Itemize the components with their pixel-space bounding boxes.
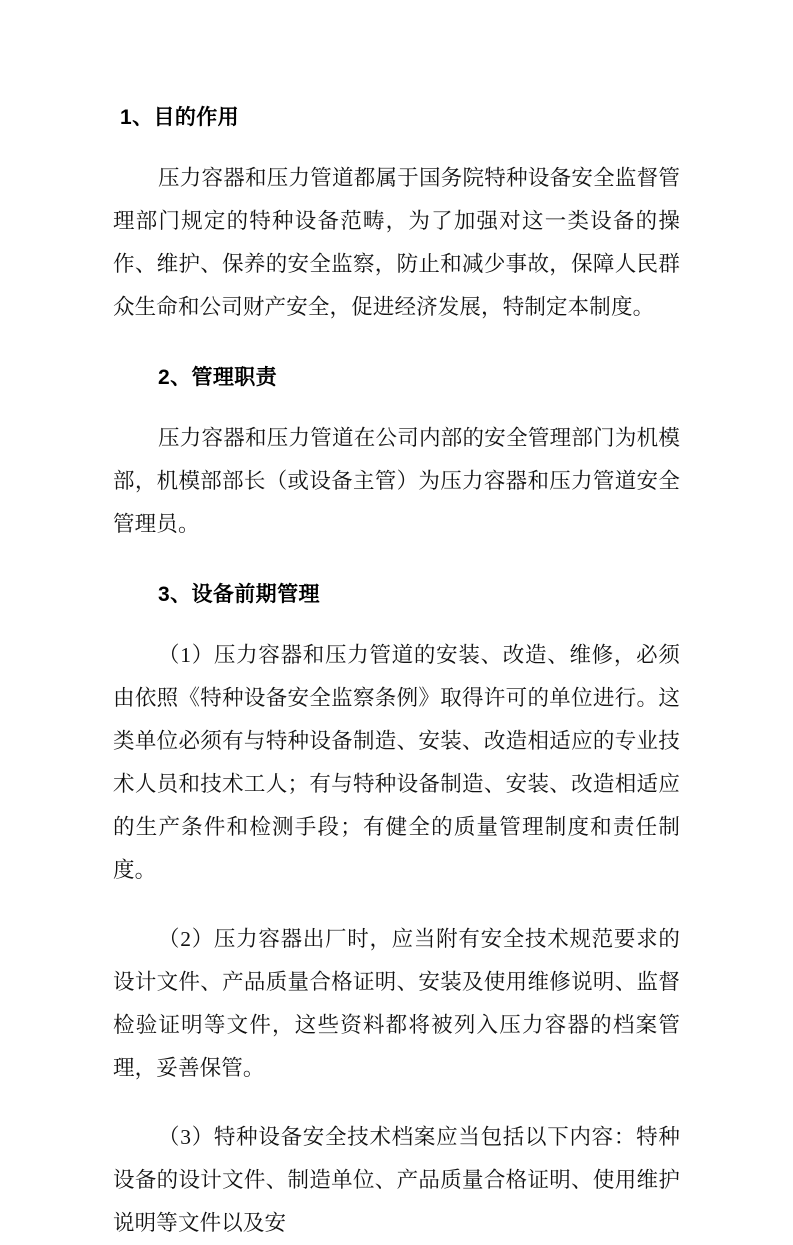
paragraph-item-1: （1）压力容器和压力管道的安装、改造、维修，必须由依照《特种设备安全监察条例》取得许可的单位进行。这类单位必须有与特种设备制造、安装、改造相适应的专业技术人员和技术工人；有与特种设备制造、安装、改造相适应的生产条件和检测手段；有健全的质量管理制度和责任制度。 bbox=[113, 643, 680, 882]
paragraph-item-3: （3）特种设备安全技术档案应当包括以下内容：特种设备的设计文件、制造单位、产品质量合格证明、使用维护说明等文件以及安 bbox=[113, 1125, 680, 1235]
spacer bbox=[113, 1090, 680, 1116]
heading-pre-management: 3、设备前期管理 bbox=[158, 583, 320, 606]
paragraph-purpose: 压力容器和压力管道都属于国务院特种设备安全监督管理部门规定的特种设备范畴，为了加强对这一类设备的操作、维护、保养的安全监察，防止和减少事故，保障人民群众生命和公司财产安全，促进经济发展，特制定本制度。 bbox=[113, 166, 680, 319]
spacer bbox=[113, 399, 680, 417]
spacer bbox=[113, 546, 680, 573]
spacer bbox=[113, 139, 680, 157]
paragraph-item-2: （2）压力容器出厂时，应当附有安全技术规范要求的设计文件、产品质量合格证明、安装及使用维修说明、监督检验证明等文件，这些资料都将被列入压力容器的档案管理，妥善保管。 bbox=[113, 927, 680, 1080]
heading-purpose: 1、目的作用 bbox=[120, 106, 240, 129]
spacer bbox=[113, 892, 680, 918]
spacer bbox=[113, 329, 680, 356]
heading-responsibility: 2、管理职责 bbox=[158, 366, 278, 389]
document-body bbox=[113, 96, 680, 1245]
spacer bbox=[113, 616, 680, 634]
paragraph-responsibility: 压力容器和压力管道在公司内部的安全管理部门为机模部，机模部部长（或设备主管）为压力容器和压力管道安全管理员。 bbox=[113, 426, 680, 536]
